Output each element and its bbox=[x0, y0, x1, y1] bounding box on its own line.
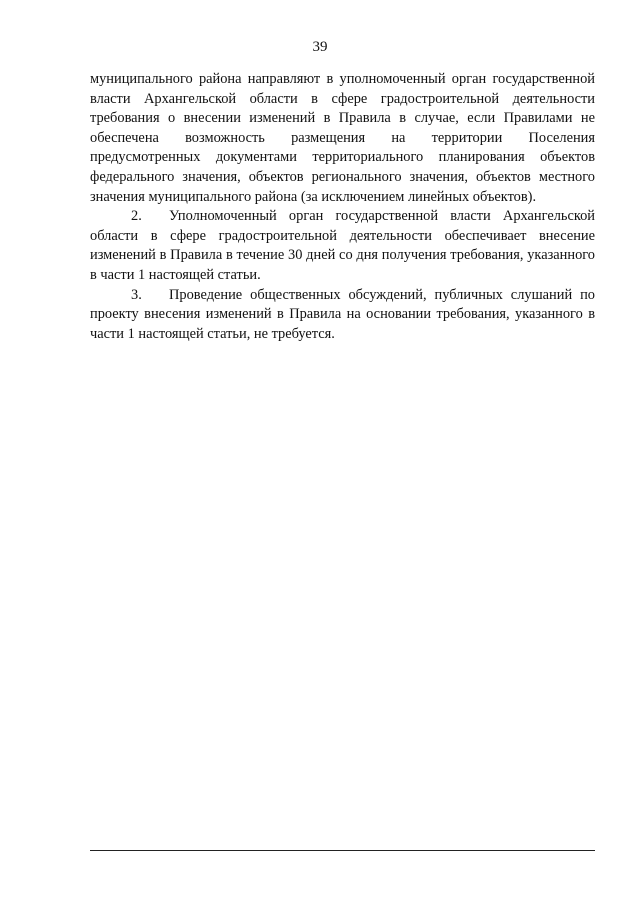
numbered-paragraph-3 bbox=[90, 286, 595, 345]
paragraph-continuation: муниципального района направляют в уполномоченный орган государственной власти Архангельской области в сфере градостроительной деятельности требования о внесении изменений в Правила в случае, если Правилами не обеспечена возможность размещения на территории Поселения предусмотренных документами территориального планирования объектов федерального значения, объектов регионального значения, объектов местного значения муниципального района (за исключением линейных объектов). bbox=[90, 71, 595, 205]
numbered-paragraph-2 bbox=[90, 207, 595, 285]
footer-divider bbox=[90, 850, 595, 851]
paragraph-number: 2. bbox=[131, 208, 142, 225]
paragraph-text: Уполномоченный орган государственной власти Архангельской области в сфере градостроительной деятельности обеспечивает внесение изменений в Правила в течение 30 дней со дня получения требования, указанного в части 1 настоящей статьи. bbox=[90, 208, 595, 283]
paragraph-text: Проведение общественных обсуждений, публичных слушаний по проекту внесения изменений в Правила на основании требования, указанного в части 1 настоящей статьи, не требуется. bbox=[90, 286, 595, 342]
paragraph-number: 3. bbox=[131, 286, 142, 303]
page-number: 39 bbox=[312, 39, 328, 55]
document-body bbox=[90, 70, 595, 344]
